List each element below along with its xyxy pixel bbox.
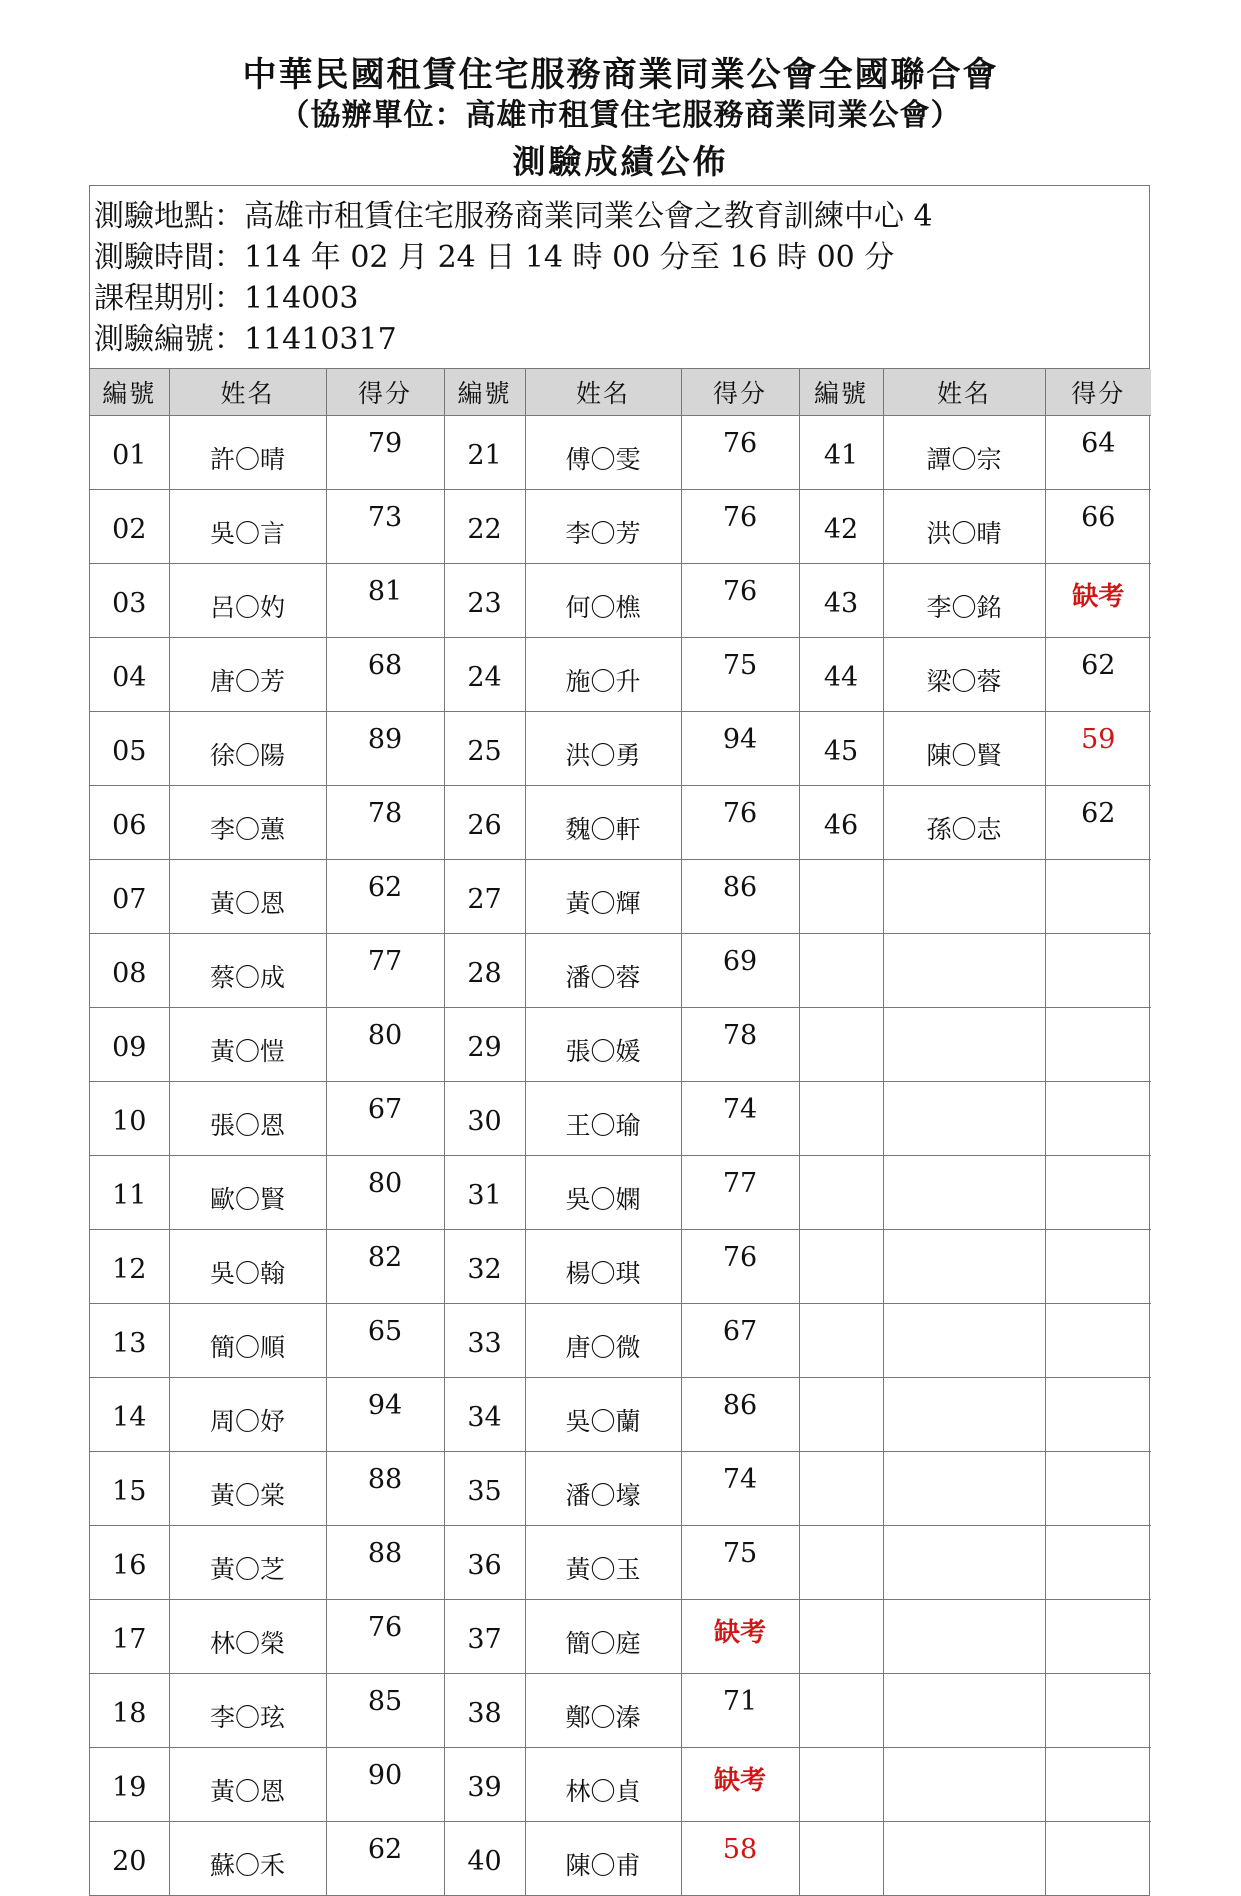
student-number: 07 <box>90 860 169 934</box>
empty-cell <box>883 1674 1045 1748</box>
student-name: 李〇蕙 <box>169 786 326 860</box>
empty-cell <box>1045 1304 1151 1378</box>
empty-cell <box>799 1230 883 1304</box>
student-number: 31 <box>444 1156 525 1230</box>
student-score: 78 <box>326 786 444 860</box>
student-score: 68 <box>326 638 444 712</box>
exam-info <box>90 186 1149 369</box>
student-name: 林〇貞 <box>525 1748 681 1822</box>
table-row <box>90 1378 1151 1452</box>
student-name: 周〇妤 <box>169 1378 326 1452</box>
student-score: 82 <box>326 1230 444 1304</box>
student-name: 梁〇蓉 <box>883 638 1045 712</box>
table-body <box>90 416 1151 1896</box>
table-row <box>90 564 1151 638</box>
student-score: 缺考 <box>681 1748 799 1822</box>
empty-cell <box>883 1822 1045 1896</box>
student-number: 17 <box>90 1600 169 1674</box>
empty-cell <box>1045 1378 1151 1452</box>
student-number: 16 <box>90 1526 169 1600</box>
student-name: 張〇恩 <box>169 1082 326 1156</box>
empty-cell <box>799 1674 883 1748</box>
student-name: 鄭〇溱 <box>525 1674 681 1748</box>
student-number: 30 <box>444 1082 525 1156</box>
student-score: 73 <box>326 490 444 564</box>
empty-cell <box>799 1748 883 1822</box>
empty-cell <box>1045 1008 1151 1082</box>
student-number: 14 <box>90 1378 169 1452</box>
student-score: 59 <box>1045 712 1151 786</box>
student-score: 74 <box>681 1082 799 1156</box>
student-name: 吳〇蘭 <box>525 1378 681 1452</box>
student-name: 黃〇輝 <box>525 860 681 934</box>
exam-number: 測驗編號：11410317 <box>94 322 397 357</box>
student-name: 呂〇妁 <box>169 564 326 638</box>
student-name: 魏〇軒 <box>525 786 681 860</box>
student-number: 04 <box>90 638 169 712</box>
empty-cell <box>1045 1526 1151 1600</box>
student-score: 76 <box>681 490 799 564</box>
student-number: 37 <box>444 1600 525 1674</box>
student-score: 80 <box>326 1008 444 1082</box>
empty-cell <box>1045 934 1151 1008</box>
student-score: 81 <box>326 564 444 638</box>
student-number: 45 <box>799 712 883 786</box>
table-row <box>90 1230 1151 1304</box>
table-row <box>90 1748 1151 1822</box>
student-score: 89 <box>326 712 444 786</box>
column-header-name: 姓名 <box>525 369 681 416</box>
student-number: 32 <box>444 1230 525 1304</box>
empty-cell <box>883 934 1045 1008</box>
column-header-score: 得分 <box>681 369 799 416</box>
student-name: 楊〇琪 <box>525 1230 681 1304</box>
student-score: 64 <box>1045 416 1151 490</box>
column-header-number: 編號 <box>444 369 525 416</box>
student-number: 06 <box>90 786 169 860</box>
student-number: 25 <box>444 712 525 786</box>
empty-cell <box>1045 1674 1151 1748</box>
student-score: 77 <box>326 934 444 1008</box>
empty-cell <box>799 1156 883 1230</box>
student-number: 29 <box>444 1008 525 1082</box>
student-score: 62 <box>326 860 444 934</box>
student-score: 65 <box>326 1304 444 1378</box>
column-header-name: 姓名 <box>883 369 1045 416</box>
student-number: 22 <box>444 490 525 564</box>
empty-cell <box>1045 1452 1151 1526</box>
student-score: 76 <box>681 786 799 860</box>
table-row <box>90 786 1151 860</box>
empty-cell <box>883 1082 1045 1156</box>
student-name: 徐〇陽 <box>169 712 326 786</box>
empty-cell <box>799 1082 883 1156</box>
student-score: 66 <box>1045 490 1151 564</box>
empty-cell <box>883 1378 1045 1452</box>
empty-cell <box>1045 860 1151 934</box>
student-name: 黃〇芝 <box>169 1526 326 1600</box>
student-name: 黃〇玉 <box>525 1526 681 1600</box>
student-name: 洪〇勇 <box>525 712 681 786</box>
student-name: 李〇玹 <box>169 1674 326 1748</box>
table-row <box>90 490 1151 564</box>
student-number: 11 <box>90 1156 169 1230</box>
table-row <box>90 1452 1151 1526</box>
table-row <box>90 1082 1151 1156</box>
student-number: 39 <box>444 1748 525 1822</box>
student-name: 施〇升 <box>525 638 681 712</box>
empty-cell <box>799 1526 883 1600</box>
table-header-row <box>90 369 1151 416</box>
student-name: 簡〇庭 <box>525 1600 681 1674</box>
student-number: 18 <box>90 1674 169 1748</box>
title-block <box>0 52 1241 190</box>
empty-cell <box>1045 1230 1151 1304</box>
student-number: 03 <box>90 564 169 638</box>
student-score: 67 <box>681 1304 799 1378</box>
student-number: 44 <box>799 638 883 712</box>
empty-cell <box>799 934 883 1008</box>
table-row <box>90 1008 1151 1082</box>
student-name: 陳〇甫 <box>525 1822 681 1896</box>
student-number: 33 <box>444 1304 525 1378</box>
student-number: 40 <box>444 1822 525 1896</box>
student-number: 24 <box>444 638 525 712</box>
student-number: 43 <box>799 564 883 638</box>
student-number: 34 <box>444 1378 525 1452</box>
empty-cell <box>799 1378 883 1452</box>
student-score: 67 <box>326 1082 444 1156</box>
student-number: 02 <box>90 490 169 564</box>
student-name: 吳〇言 <box>169 490 326 564</box>
student-score: 69 <box>681 934 799 1008</box>
column-header-number: 編號 <box>90 369 169 416</box>
association-title: 中華民國租賃住宅服務商業同業公會全國聯合會 <box>242 55 999 95</box>
student-name: 黃〇恩 <box>169 860 326 934</box>
student-score: 75 <box>681 638 799 712</box>
student-score: 缺考 <box>1045 564 1151 638</box>
exam-time: 測驗時間：114 年 02 月 24 日 14 時 00 分至 16 時 00 分 <box>94 240 895 275</box>
student-number: 28 <box>444 934 525 1008</box>
student-score: 76 <box>326 1600 444 1674</box>
student-score: 58 <box>681 1822 799 1896</box>
empty-cell <box>1045 1082 1151 1156</box>
page-heading: 測驗成績公佈 <box>512 142 729 181</box>
student-name: 洪〇晴 <box>883 490 1045 564</box>
empty-cell <box>1045 1600 1151 1674</box>
student-name: 歐〇賢 <box>169 1156 326 1230</box>
student-score: 75 <box>681 1526 799 1600</box>
student-score: 77 <box>681 1156 799 1230</box>
table-row <box>90 860 1151 934</box>
table-row <box>90 934 1151 1008</box>
empty-cell <box>883 1156 1045 1230</box>
student-number: 01 <box>90 416 169 490</box>
student-number: 08 <box>90 934 169 1008</box>
student-score: 71 <box>681 1674 799 1748</box>
score-table <box>90 369 1151 1895</box>
student-number: 21 <box>444 416 525 490</box>
empty-cell <box>883 1600 1045 1674</box>
student-score: 62 <box>1045 638 1151 712</box>
student-name: 吳〇翰 <box>169 1230 326 1304</box>
empty-cell <box>1045 1156 1151 1230</box>
student-number: 27 <box>444 860 525 934</box>
student-name: 王〇瑜 <box>525 1082 681 1156</box>
student-score: 86 <box>681 1378 799 1452</box>
student-name: 傅〇雯 <box>525 416 681 490</box>
empty-cell <box>883 1230 1045 1304</box>
student-number: 42 <box>799 490 883 564</box>
student-name: 譚〇宗 <box>883 416 1045 490</box>
empty-cell <box>1045 1822 1151 1896</box>
student-score: 85 <box>326 1674 444 1748</box>
student-score: 62 <box>1045 786 1151 860</box>
student-name: 李〇銘 <box>883 564 1045 638</box>
student-score: 88 <box>326 1526 444 1600</box>
course-period: 課程期別：114003 <box>94 281 359 316</box>
student-name: 唐〇微 <box>525 1304 681 1378</box>
student-number: 05 <box>90 712 169 786</box>
column-header-number: 編號 <box>799 369 883 416</box>
student-name: 唐〇芳 <box>169 638 326 712</box>
empty-cell <box>799 1600 883 1674</box>
student-score: 76 <box>681 564 799 638</box>
student-name: 孫〇志 <box>883 786 1045 860</box>
student-score: 78 <box>681 1008 799 1082</box>
student-number: 41 <box>799 416 883 490</box>
empty-cell <box>799 1008 883 1082</box>
student-name: 許〇晴 <box>169 416 326 490</box>
empty-cell <box>799 1822 883 1896</box>
empty-cell <box>799 1452 883 1526</box>
empty-cell <box>1045 1748 1151 1822</box>
student-number: 46 <box>799 786 883 860</box>
student-number: 26 <box>444 786 525 860</box>
student-name: 黃〇愷 <box>169 1008 326 1082</box>
student-score: 94 <box>681 712 799 786</box>
table-row <box>90 416 1151 490</box>
empty-cell <box>883 1452 1045 1526</box>
table-row <box>90 1156 1151 1230</box>
empty-cell <box>799 1304 883 1378</box>
student-score: 88 <box>326 1452 444 1526</box>
student-number: 12 <box>90 1230 169 1304</box>
table-row <box>90 1674 1151 1748</box>
organizer-subtitle: （協辦單位：高雄市租賃住宅服務商業同業公會） <box>279 98 962 133</box>
student-score: 76 <box>681 1230 799 1304</box>
student-name: 蘇〇禾 <box>169 1822 326 1896</box>
student-number: 36 <box>444 1526 525 1600</box>
column-header-score: 得分 <box>326 369 444 416</box>
table-row <box>90 712 1151 786</box>
student-score: 62 <box>326 1822 444 1896</box>
student-score: 76 <box>681 416 799 490</box>
student-name: 陳〇賢 <box>883 712 1045 786</box>
student-name: 吳〇嫻 <box>525 1156 681 1230</box>
empty-cell <box>883 1748 1045 1822</box>
student-name: 張〇媛 <box>525 1008 681 1082</box>
student-name: 李〇芳 <box>525 490 681 564</box>
student-name: 簡〇順 <box>169 1304 326 1378</box>
column-header-score: 得分 <box>1045 369 1151 416</box>
student-name: 潘〇蓉 <box>525 934 681 1008</box>
student-number: 35 <box>444 1452 525 1526</box>
student-score: 80 <box>326 1156 444 1230</box>
student-name: 黃〇恩 <box>169 1748 326 1822</box>
empty-cell <box>883 860 1045 934</box>
exam-location: 測驗地點：高雄市租賃住宅服務商業同業公會之教育訓練中心 4 <box>94 199 933 234</box>
student-number: 15 <box>90 1452 169 1526</box>
empty-cell <box>799 860 883 934</box>
student-score: 79 <box>326 416 444 490</box>
table-row <box>90 1822 1151 1896</box>
student-score: 74 <box>681 1452 799 1526</box>
table-row <box>90 1600 1151 1674</box>
column-header-name: 姓名 <box>169 369 326 416</box>
student-number: 38 <box>444 1674 525 1748</box>
student-name: 何〇樵 <box>525 564 681 638</box>
empty-cell <box>883 1304 1045 1378</box>
results-sheet <box>89 185 1150 1896</box>
student-number: 23 <box>444 564 525 638</box>
empty-cell <box>883 1008 1045 1082</box>
student-score: 缺考 <box>681 1600 799 1674</box>
student-number: 09 <box>90 1008 169 1082</box>
student-number: 10 <box>90 1082 169 1156</box>
student-number: 19 <box>90 1748 169 1822</box>
student-number: 13 <box>90 1304 169 1378</box>
student-score: 90 <box>326 1748 444 1822</box>
student-name: 林〇榮 <box>169 1600 326 1674</box>
empty-cell <box>883 1526 1045 1600</box>
student-number: 20 <box>90 1822 169 1896</box>
table-row <box>90 1526 1151 1600</box>
table-row <box>90 1304 1151 1378</box>
student-score: 86 <box>681 860 799 934</box>
student-score: 94 <box>326 1378 444 1452</box>
student-name: 潘〇壕 <box>525 1452 681 1526</box>
student-name: 黃〇棠 <box>169 1452 326 1526</box>
student-name: 蔡〇成 <box>169 934 326 1008</box>
table-row <box>90 638 1151 712</box>
